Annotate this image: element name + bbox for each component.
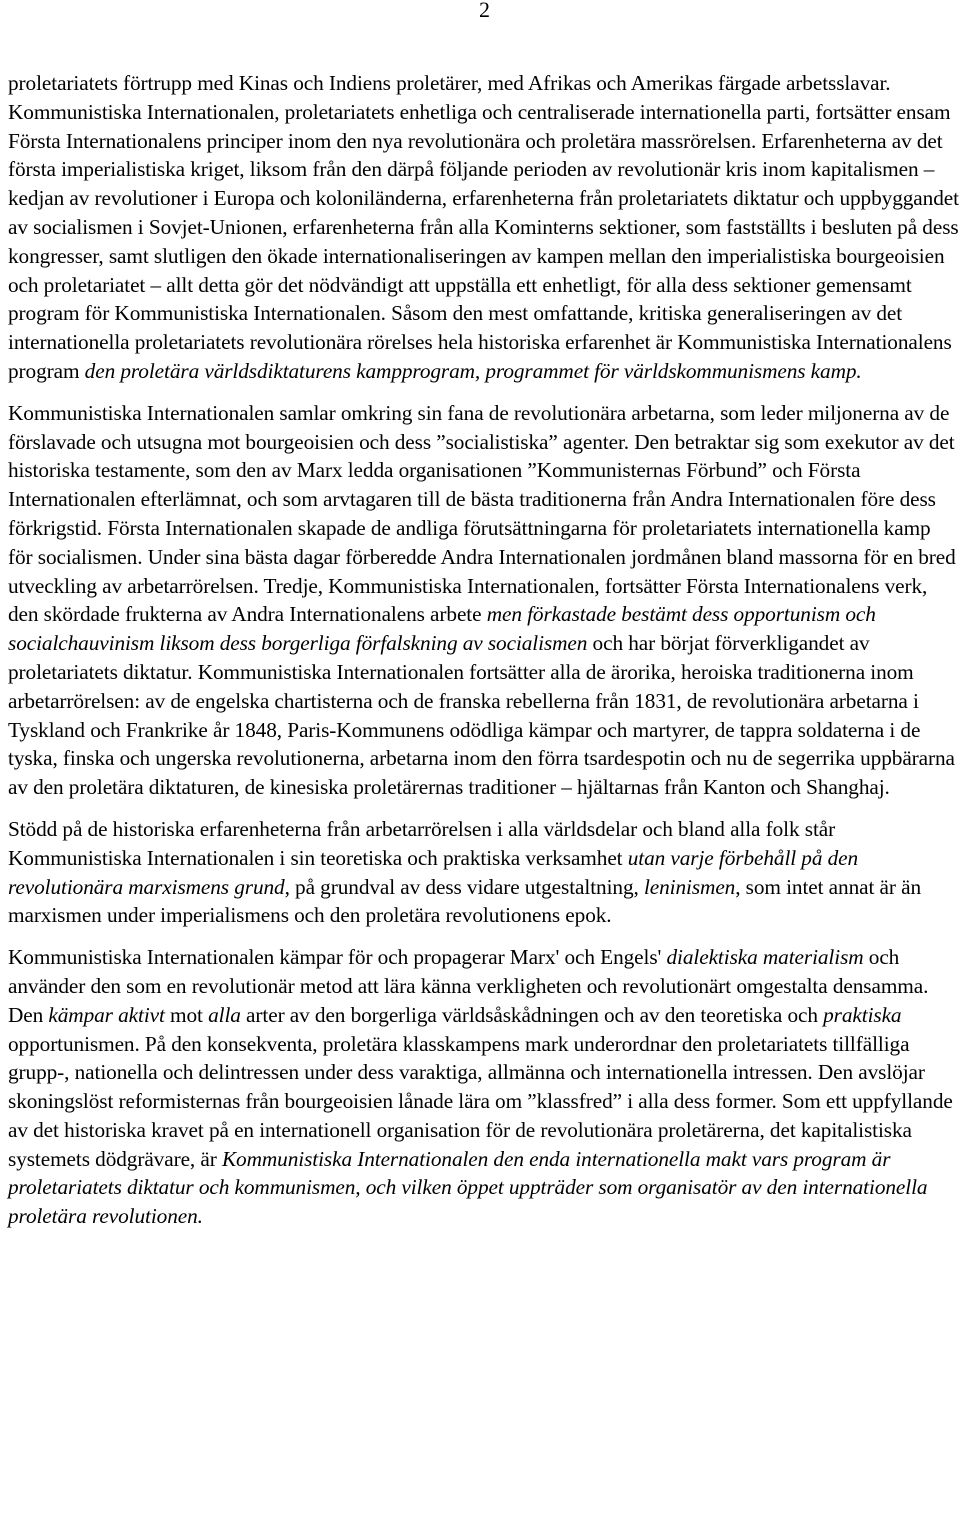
text-segment: opportunismen. På den konsekventa, proletära klasskampens mark underordnar den proletariatets tillfälliga grupp-, nationella och delintressen under dess varaktiga, allmänna och internationella intressen. Den avslöjar skoningslöst reformisternas från bourgeoisien lånade lära om ”klassfred” i alla dess former. Som ett uppfyllande av det historiska kravet på en internationell organisation för de revolutionära proletärerna, det kapitalistiska systemets dödgrävare, är bbox=[8, 1031, 953, 1171]
page-number: 2 bbox=[479, 0, 490, 22]
text-segment: mot bbox=[164, 1002, 209, 1027]
text-segment: Stödd på de historiska erfarenheterna från arbetarrörelsen i alla världsdelar och bland alla folk står Kommunistiska Internationalen i sin teoretiska och praktiska verksamhet bbox=[8, 816, 836, 870]
text-segment: Kommunistiska Internationalen samlar omkring sin fana de revolutionära arbetarna, som leder miljonerna av de förslavade och utsugna mot bourgeoisien och dess ”socialistiska” agenter. Den betraktar sig som exekutor av det historiska testamente, som den av Marx ledda organisationen ”Kommunisternas Förbund” och Första Internationalen efterlämnat, och som arvtagaren till de bästa traditionerna från Andra Internationalen före dess förkrigstid. Första Internationalen skapade de andliga förutsättningarna för proletariatets internationella kamp för socialismen. Under sina bästa dagar förberedde Andra Internationalen jordmånen bland massorna för en bred utveckling av arbetarrörelsen. Tredje, Kommunistiska Internationalen, fortsätter Första Internationalens verk, den skördade frukterna av Andra Internationalens arbete bbox=[8, 400, 956, 627]
paragraph bbox=[8, 399, 960, 802]
italic-text-segment: kämpar aktivt bbox=[48, 1002, 165, 1027]
document-body bbox=[8, 69, 960, 1231]
italic-text-segment: men förkastade bestämt dess opportunism och socialchauvinism liksom dess borgerliga förfalskning av socialismen bbox=[8, 602, 876, 656]
paragraph bbox=[8, 98, 960, 386]
italic-text-segment: den proletära världsdiktaturens kampprogram, programmet för världskommunismens kamp. bbox=[84, 358, 862, 383]
italic-text-segment: Kommunistiska Internationalen den enda internationella makt vars program är proletariatets diktatur och kommunismen, och vilken öppet uppträder som organisatör av den internationella proletära revolutionen. bbox=[8, 1146, 928, 1229]
italic-text-segment: utan varje förbehåll på den revolutionära marxismens grund bbox=[8, 845, 859, 899]
paragraph bbox=[8, 815, 960, 930]
text-segment: , som intet annat är än marxismen under imperialismens och den proletära revolutionens epok. bbox=[8, 874, 921, 928]
text-segment: arter av den borgerliga världsåskådningen och av den teoretiska och bbox=[240, 1002, 824, 1027]
text-segment: proletariatets förtrupp med Kinas och Indiens proletärer, med Afrikas och Amerikas färgade arbetsslavar. bbox=[8, 71, 891, 95]
italic-text-segment: praktiska bbox=[823, 1002, 902, 1027]
italic-text-segment: alla bbox=[208, 1002, 241, 1027]
text-segment: och använder den som en revolutionär metod att lära känna verkligheten och revolutionärt omgestalta densamma. Den bbox=[8, 945, 929, 1027]
paragraph bbox=[8, 943, 960, 1231]
text-segment: Kommunistiska Internationalen kämpar för och propagerar Marx' och Engels' bbox=[8, 945, 667, 970]
italic-text-segment: leninismen bbox=[643, 874, 736, 899]
text-segment: och har börjat förverkligandet av proletariatets diktatur. Kommunistiska Internationalen fortsätter alla de ärorika, heroiska traditionerna inom arbetarrörelsen: av de engelska chartisterna och de franska rebellerna från 1831, de revolutionära arbetarna i Tyskland och Frankrike år 1848, Paris-Kommunens odödliga kämpar och martyrer, de tappra soldaterna i de tyska, finska och ungerska revolutionerna, arbetarna inom den förra tsardespotin och nu de segerrika uppbärarna av den proletära diktaturen, de kinesiska proletärernas traditioner – hjältarnas från Kanton och Shanghaj. bbox=[8, 631, 955, 800]
text-segment: Kommunistiska Internationalen, proletariatets enhetliga och centraliserade internationella parti, fortsätter ensam Första Internationalens principer inom den nya revolutionära och proletära massrörelsen. Erfarenheterna av det första imperialistiska kriget, liksom från den därpå följande perioden av revolutionär kris inom kapitalismen – kedjan av revolutioner i Europa och koloniländerna, erfarenheterna från proletariatets diktatur och uppbyggandet av socialismen i Sovjet-Unionen, erfarenheterna från alla Kominterns sektioner, som fastställts i besluten på dess kongresser, samt slutligen den ökade internationaliseringen av kampen mellan den imperialistiska bourgeoisien och proletariatet – allt detta gör det nödvändigt att uppställa ett enhetligt, för alla dess sektioner gemensamt program för Kommunistiska Internationalen. Såsom den mest omfattande, kritiska generaliseringen av det internationella proletariatets revolutionära rörelses hela historiska erfarenhet är Kommunistiska Internationalens program bbox=[8, 99, 959, 383]
paragraph bbox=[8, 69, 960, 98]
text-segment: , på grundval av dess vidare utgestaltning, bbox=[284, 874, 644, 899]
italic-text-segment: dialektiska materialism bbox=[666, 945, 864, 970]
